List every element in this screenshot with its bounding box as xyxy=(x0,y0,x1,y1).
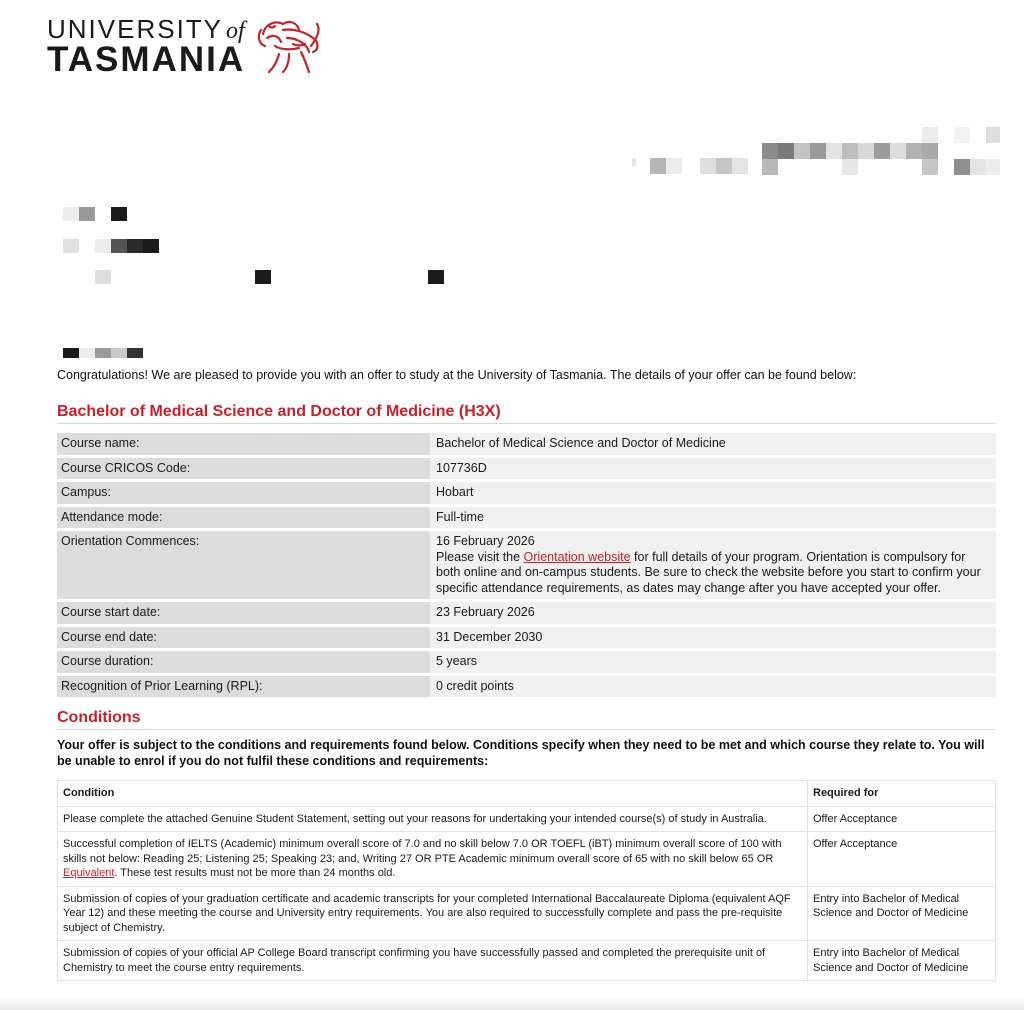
required-for: Entry into Bachelor of Medical Science and Doctor of Medicine xyxy=(808,886,996,941)
row-value: 107736D xyxy=(430,458,996,480)
intro-text: Congratulations! We are pleased to provide you with an offer to study at the University of Tasmania. The details of your offer can be found below: xyxy=(57,368,857,382)
orientation-cell xyxy=(430,531,996,599)
table-row xyxy=(57,482,996,504)
row-label: Course name: xyxy=(57,433,430,455)
row-label: Course start date: xyxy=(57,602,430,624)
row-value: Bachelor of Medical Science and Doctor of Medicine xyxy=(430,433,996,455)
table-row xyxy=(58,941,996,981)
row-label: Course CRICOS Code: xyxy=(57,458,430,480)
table-row xyxy=(58,806,996,832)
divider xyxy=(57,729,996,730)
table-row xyxy=(57,627,996,649)
orientation-note: Please visit the Orientation website for full details of your program. Orientation is compulsory for both online and on-campus students. Be sure to check the website before you start to confirm your specific attendance requirements, as dates may change after you have accepted your offer. xyxy=(436,549,981,595)
condition-text: Submission of copies of your official AP College Board transcript confirming you have successfully passed and completed the prerequisite unit of Chemistry to meet the course entry requirements. xyxy=(58,941,808,981)
row-label: Course end date: xyxy=(57,627,430,649)
page-bottom-shadow xyxy=(0,996,1024,1010)
row-value: 23 February 2026 xyxy=(430,602,996,624)
orientation-website-link[interactable]: Orientation website xyxy=(523,549,631,564)
table-row xyxy=(57,531,996,599)
row-label: Campus: xyxy=(57,482,430,504)
row-value: 5 years xyxy=(430,651,996,673)
conditions-intro: Your offer is subject to the conditions and requirements found below. Conditions specify when they need to be met and which course they relate to. You will be unable to enrol if you do not fulfil these conditions and requirements: xyxy=(57,738,985,768)
row-value: 31 December 2030 xyxy=(430,627,996,649)
condition-text: Please complete the attached Genuine Student Statement, setting out your reasons for undertaking your intended course(s) of study in Australia. xyxy=(58,806,808,832)
condition-text: Submission of copies of your graduation certificate and academic transcripts for your completed International Baccalaureate Diploma (equivalent AQF Year 12) and these meeting the course and University entry requirements. You are also required to successfully complete and pass the pre-requisite subject of Chemistry. xyxy=(58,886,808,941)
table-row xyxy=(57,676,996,698)
row-value: 0 credit points xyxy=(430,676,996,698)
column-header-condition: Condition xyxy=(58,781,808,807)
row-label: Recognition of Prior Learning (RPL): xyxy=(57,676,430,698)
logo-line1: UNIVERSITY of xyxy=(47,14,245,44)
equivalent-link[interactable]: Equivalent xyxy=(63,867,115,879)
table-row xyxy=(57,507,996,529)
table-row xyxy=(57,651,996,673)
column-header-required-for: Required for xyxy=(808,781,996,807)
conditions-heading: Conditions xyxy=(57,709,141,726)
table-row xyxy=(57,433,996,455)
divider xyxy=(57,423,996,424)
lion-icon xyxy=(253,16,323,76)
table-row xyxy=(57,458,996,480)
required-for: Offer Acceptance xyxy=(808,806,996,832)
row-label: Course duration: xyxy=(57,651,430,673)
table-header-row xyxy=(58,781,996,807)
row-label: Attendance mode: xyxy=(57,507,430,529)
university-logo xyxy=(47,14,327,79)
row-value: Full-time xyxy=(430,507,996,529)
table-row xyxy=(58,886,996,941)
conditions-table xyxy=(57,780,996,981)
orientation-date: 16 February 2026 xyxy=(436,534,535,548)
table-row xyxy=(57,602,996,624)
course-heading: Bachelor of Medical Science and Doctor of Medicine (H3X) xyxy=(57,403,501,420)
table-row xyxy=(58,832,996,887)
row-label: Orientation Commences: xyxy=(57,531,430,599)
course-details-table xyxy=(57,430,996,700)
row-value: Hobart xyxy=(430,482,996,504)
required-for: Offer Acceptance xyxy=(808,832,996,887)
condition-text: Successful completion of IELTS (Academic) minimum overall score of 7.0 and no skill below 7.0 OR TOEFL (iBT) minimum overall score of 100 with skills not below: Reading 25; Listening 25; Speaking 23; and, Writing 27 OR PTE Academic minimum overall score of 65 with no skill below 65 OR Equivalent. These test results must not be more than 24 months old. xyxy=(58,832,808,887)
logo-line2: TASMANIA xyxy=(47,40,246,79)
required-for: Entry into Bachelor of Medical Science and Doctor of Medicine xyxy=(808,941,996,981)
